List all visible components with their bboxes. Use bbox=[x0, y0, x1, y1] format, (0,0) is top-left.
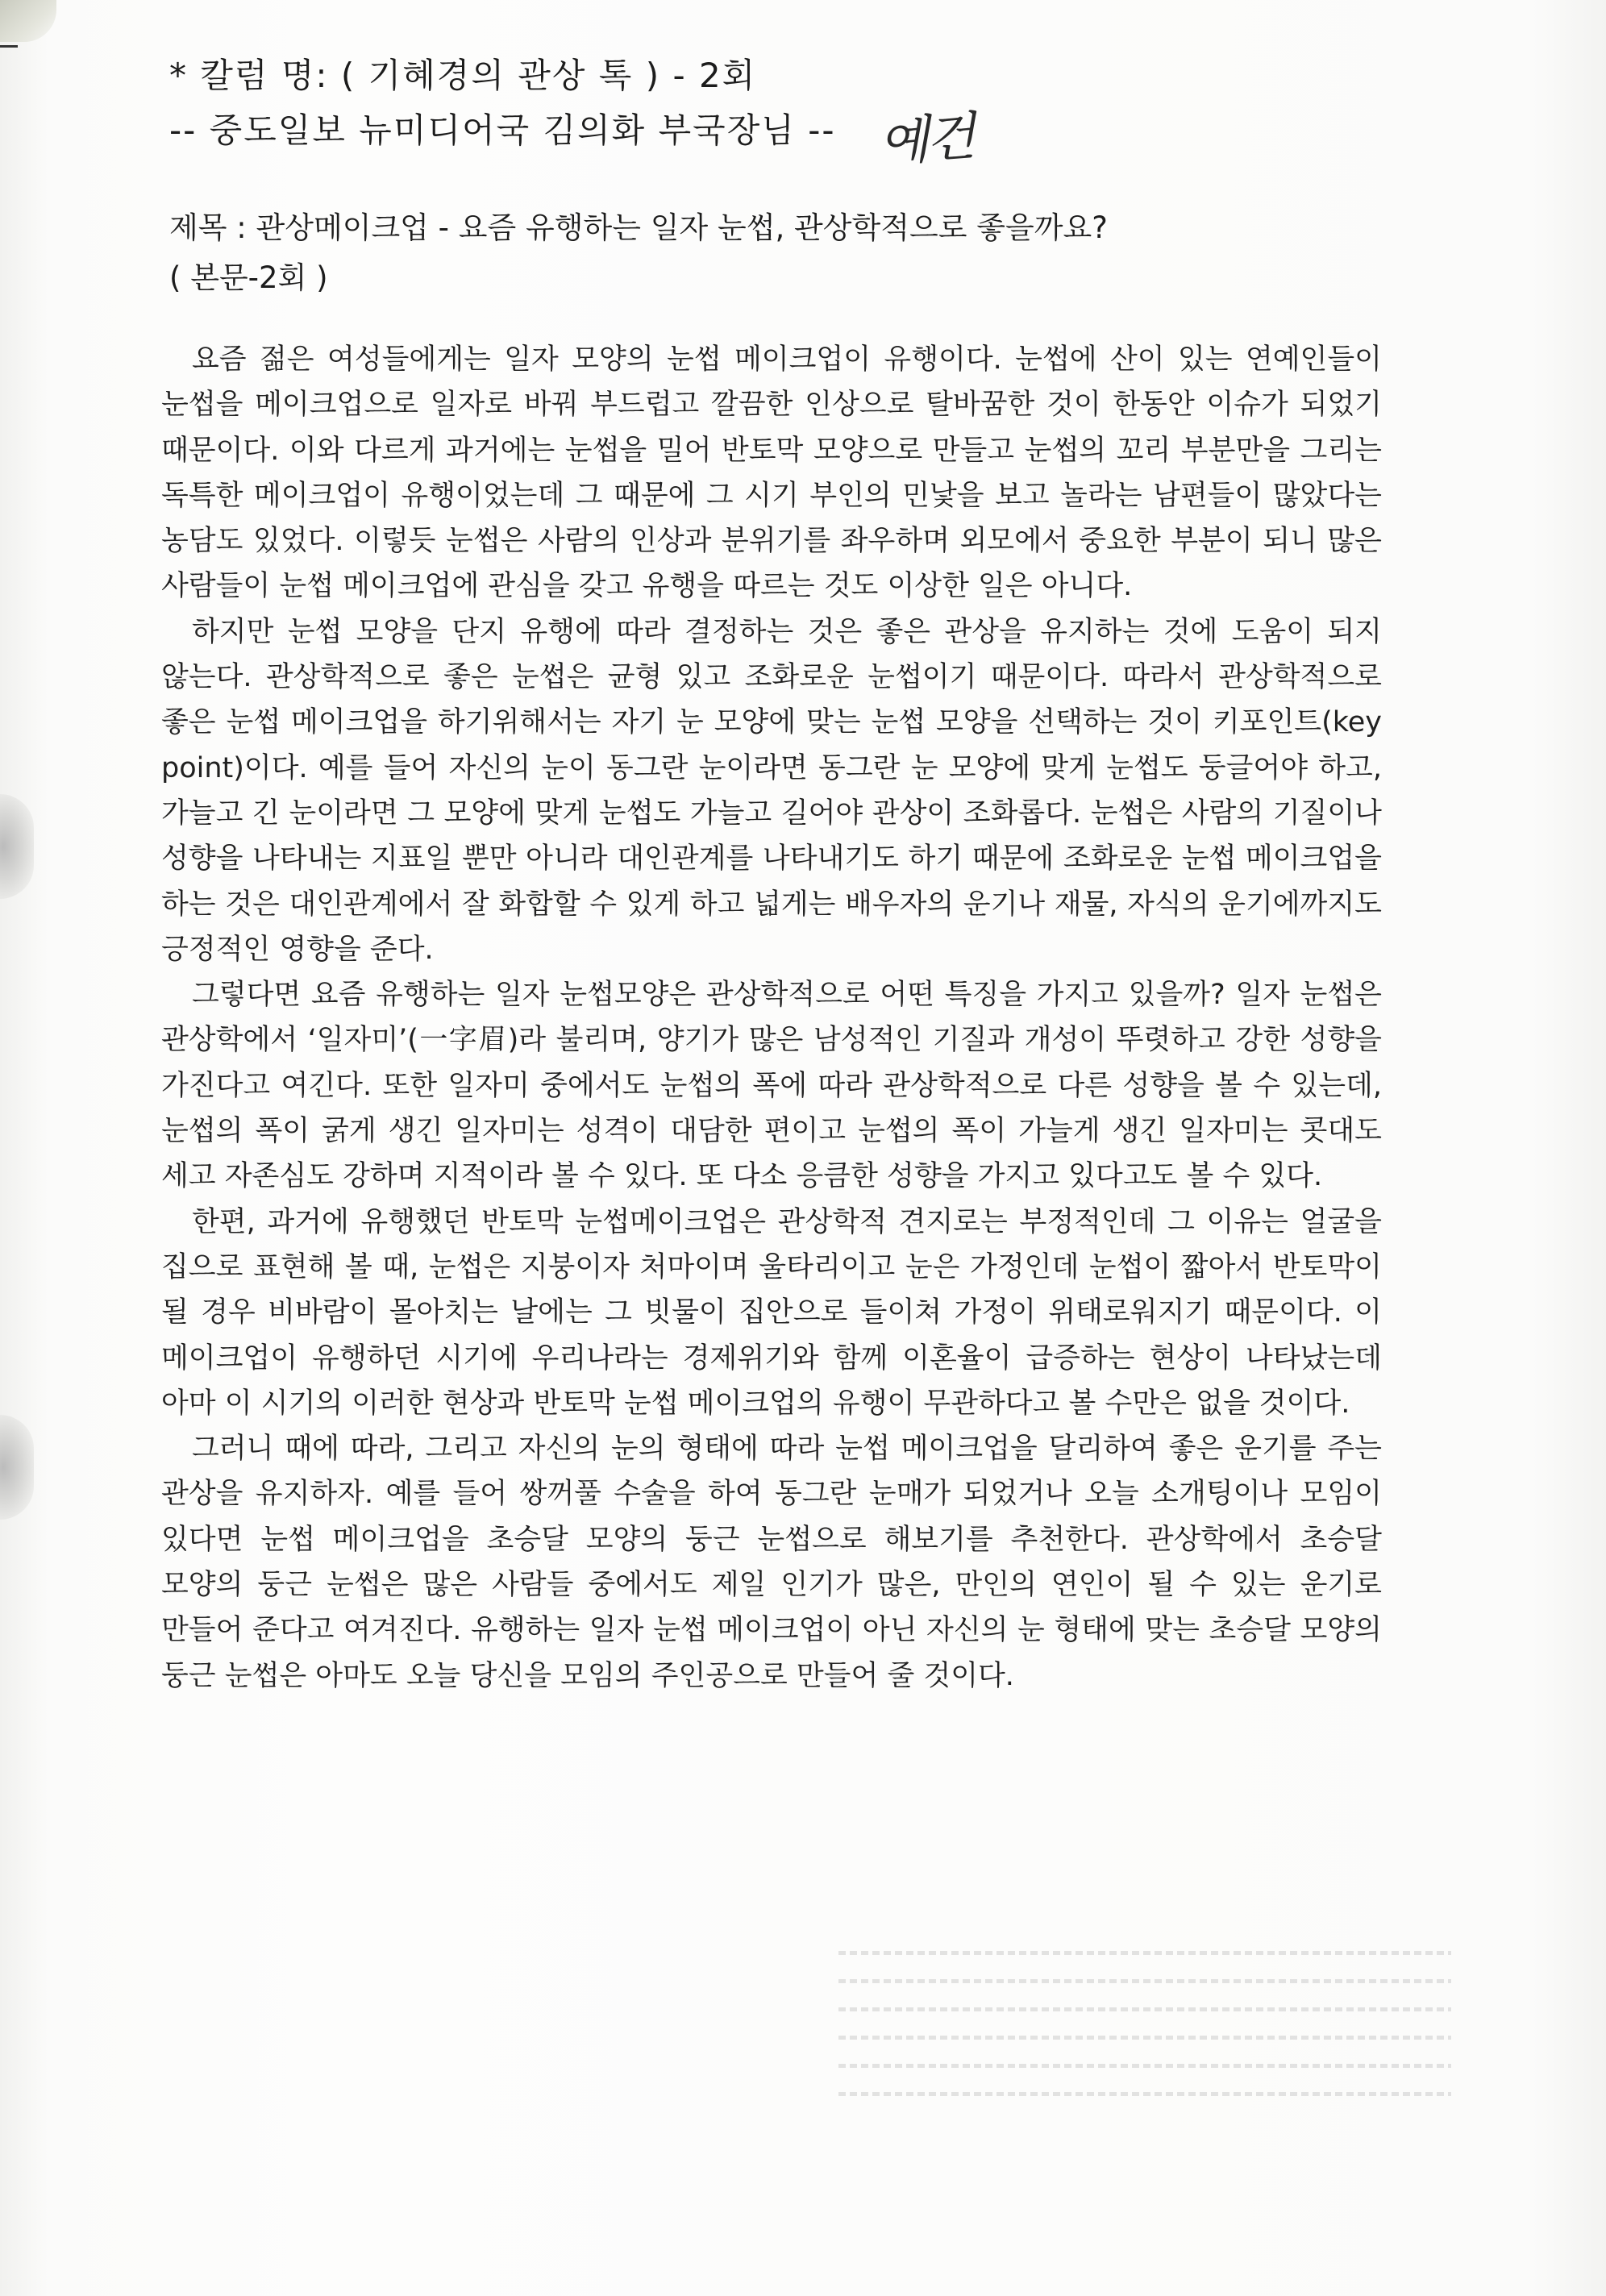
corner-mark bbox=[0, 0, 56, 42]
paragraph: 그러니 때에 따라, 그리고 자신의 눈의 형태에 따라 눈썹 메이크업을 달리하여 좋은 운기를 주는 관상을 유지하자. 예를 들어 쌍꺼풀 수술을 하여 동그란 눈매가 되었거나 오늘 소개팅이나 모임이 있다면 눈썹 메이크업을 초승달 모양의 둥근 눈썹으로 해보기를 추천한다. 관상학에서 초승달 모양의 둥근 눈썹은 많은 사람들 중에서도 제일 인기가 많은, 만인의 연인이 될 수 있는 운기로 만들어 준다고 여겨진다. 유행하는 일자 눈썹 메이크업이 아닌 자신의 눈 형태에 맞는 초승달 모양의 둥근 눈썹은 아마도 오늘 당신을 모임의 주인공으로 만들어 줄 것이다. bbox=[161, 1433, 1382, 1692]
article-title-block bbox=[169, 203, 1427, 303]
paragraph: 하지만 눈썹 모양을 단지 유행에 따라 결정하는 것은 좋은 관상을 유지하는 것에 도움이 되지 않는다. 관상학적으로 좋은 눈썹은 균형 있고 조화로운 눈썹이기 때문이다. 따라서 관상학적으로 좋은 눈썹 메이크업을 하기위해서는 자기 눈 모양에 맞는 눈썹 모양을 선택하는 것이 키포인트(key point)이다. 예를 들어 자신의 눈이 동그란 눈이라면 동그란 눈 모양에 맞게 눈썹도 둥글어야 하고, 가늘고 긴 눈이라면 그 모양에 맞게 눈썹도 가늘고 길어야 관상이 조화롭다. 눈썹은 사람의 기질이나 성향을 나타내는 지표일 뿐만 아니라 대인관계를 나타내기도 하기 때문에 조화로운 눈썹 메이크업을 하는 것은 대인관계에서 잘 화합할 수 있게 하고 넓게는 배우자의 운기나 재물, 자식의 운기에까지도 긍정적인 영향을 준다. bbox=[161, 615, 1382, 966]
handwritten-signature: 예건 bbox=[876, 107, 975, 173]
paragraph: 한편, 과거에 유행했던 반토막 눈썹메이크업은 관상학적 견지로는 부정적인데 그 이유는 얼굴을 집으로 표현해 볼 때, 눈썹은 지붕이자 처마이며 울타리이고 눈은 가정인데 눈썹이 짧아서 반토막이 될 경우 비바람이 몰아치는 날에는 그 빗물이 집안으로 들이쳐 가정이 위태로워지기 때문이다. 이 메이크업이 유행하던 시기에 우리나라는 경제위기와 함께 이혼율이 급증하는 현상이 나타났는데 아마 이 시기의 이러한 현상과 반토막 눈썹 메이크업의 유행이 무관하다고 볼 수만은 없을 것이다. bbox=[161, 1205, 1382, 1420]
article-body bbox=[161, 337, 1382, 1699]
article-title: 제목 : 관상메이크업 - 요즘 유행하는 일자 눈썹, 관상학적으로 좋을까요? bbox=[169, 210, 1108, 245]
binder-hole-bottom bbox=[0, 1415, 34, 1520]
corner-line bbox=[0, 45, 18, 48]
column-name-line: * 칼럼 명: ( 기혜경의 관상 톡 ) - 2회 bbox=[169, 56, 757, 95]
binder-hole-top bbox=[0, 794, 34, 899]
author-line: -- 중도일보 뉴미디어국 김의화 부국장님 -- bbox=[169, 110, 836, 150]
column-header bbox=[169, 48, 1427, 158]
show-through-text bbox=[838, 1951, 1451, 2161]
paragraph: 그렇다면 요즘 유행하는 일자 눈썹모양은 관상학적으로 어떤 특징을 가지고 있을까? 일자 눈썹은 관상학에서 ‘일자미’(一字眉)라 불리며, 양기가 많은 남성적인 기질과 개성이 뚜렷하고 강한 성향을 가진다고 여긴다. 또한 일자미 중에서도 눈썹의 폭에 따라 관상학적으로 다른 성향을 볼 수 있는데, 눈썹의 폭이 굵게 생긴 일자미는 성격이 대담한 편이고 눈썹의 폭이 가늘게 생긴 일자미는 콧대도 세고 자존심도 강하며 지적이라 볼 수 있다. 또 다소 응큼한 성향을 가지고 있다고도 볼 수 있다. bbox=[161, 979, 1382, 1193]
episode-label: ( 본문-2회 ) bbox=[169, 260, 328, 295]
paragraph: 요즘 젊은 여성들에게는 일자 모양의 눈썹 메이크업이 유행이다. 눈썹에 산이 있는 연예인들이 눈썹을 메이크업으로 일자로 바꿔 부드럽고 깔끔한 인상으로 탈바꿈한 것이 한동안 이슈가 되었기 때문이다. 이와 다르게 과거에는 눈썹을 밀어 반토막 모양으로 만들고 눈썹의 꼬리 부분만을 그리는 독특한 메이크업이 유행이었는데 그 때문에 그 시기 부인의 민낯을 보고 놀라는 남편들이 많았다는 농담도 있었다. 이렇듯 눈썹은 사람의 인상과 분위기를 좌우하며 외모에서 중요한 부분이 되니 많은 사람들이 눈썹 메이크업에 관심을 갖고 유행을 따르는 것도 이상한 일은 아니다. bbox=[161, 343, 1382, 603]
